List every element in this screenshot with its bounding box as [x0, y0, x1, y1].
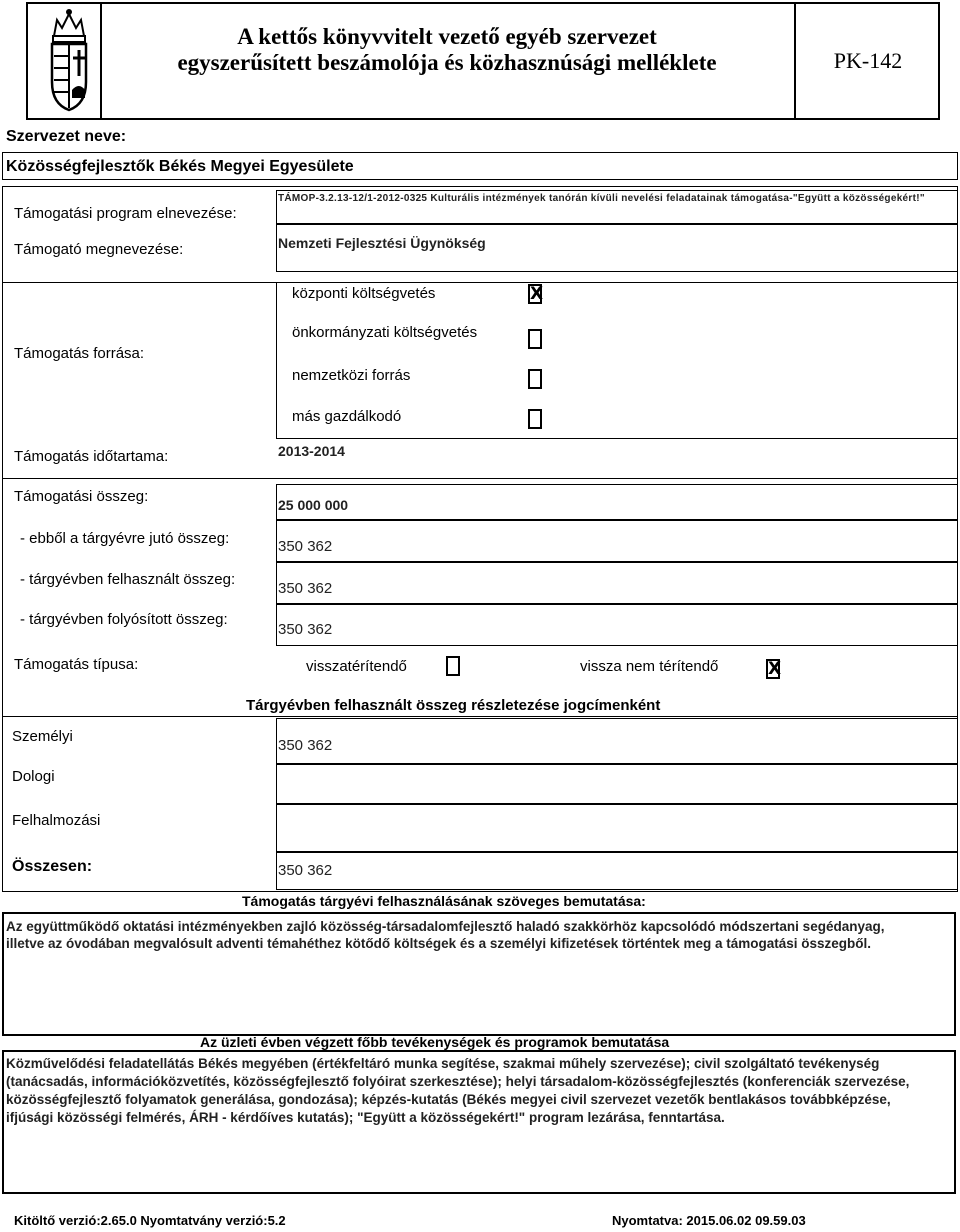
- used-field: [276, 562, 958, 604]
- duration-value: 2013-2014: [278, 443, 345, 459]
- used-value: 350 362: [278, 580, 333, 597]
- year-amount-label: - ebből a tárgyévre jutó összeg:: [20, 530, 230, 547]
- footer-version: Kitöltő verzió:2.65.0 Nyomtatvány verzió:5.2: [14, 1213, 286, 1228]
- breakdown-row-capital-label: Felhalmozási: [12, 812, 101, 829]
- coat-of-arms-logo: [48, 6, 90, 114]
- form-code: PK-142: [833, 48, 903, 73]
- breakdown-total-label: Összesen:: [12, 858, 93, 875]
- type-refundable-checkbox[interactable]: [446, 656, 460, 676]
- provider-label: Támogató megnevezése:: [14, 241, 184, 258]
- type-nonrefundable-checkbox[interactable]: X: [768, 659, 782, 679]
- activities-heading: Az üzleti évben végzett főbb tevékenységek és programok bemutatása: [200, 1034, 670, 1050]
- form-title-line1: A kettős könyvvitelt vezető egyéb szervezet: [237, 24, 657, 49]
- org-name-value: Közösségfejlesztők Békés Megyei Egyesülete: [6, 158, 354, 175]
- source-international-checkbox[interactable]: [528, 369, 542, 389]
- breakdown-row-material-label: Dologi: [12, 768, 55, 785]
- program-value: TÁMOP-3.2.13-12/1-2012-0325 Kulturális intézmények tanórán kívüli nevelési feladatainak támogatása-"Együtt a közösségekért!": [278, 193, 925, 204]
- breakdown-row-personal-label: Személyi: [12, 728, 73, 745]
- org-name-label: Szervezet neve:: [6, 128, 127, 145]
- breakdown-total-field: [276, 852, 958, 890]
- breakdown-total-value: 350 362: [278, 862, 333, 879]
- provider-value: Nemzeti Fejlesztési Ügynökség: [278, 235, 486, 251]
- footer-printed: Nyomtatva: 2015.06.02 09.59.03: [612, 1213, 806, 1228]
- usage-text-heading: Támogatás tárgyévi felhasználásának szöveges bemutatása:: [242, 893, 646, 909]
- source-central-label: központi költségvetés: [292, 285, 436, 302]
- amount-label: Támogatási összeg:: [14, 488, 149, 505]
- used-label: - tárgyévben felhasznált összeg:: [20, 571, 236, 588]
- activities-body: Közművelődési feladatellátás Békés megyében (értékfeltáró munka segítése, szakmai műhely szervezése); civil szolgáltató tevékenység (tanácsadás, információközvetítés, közösségfejlesztő folyóirat szerkesztése); helyi társadalom-közösségfejlesztés (konferenciák szervezése, közösségfejlesztő folyamatok generálása, gondozása); képzés-kutatás (Békés megyei civil szervezet vezetők bentlakásos továbbképzése, ifjúsági közösségi felmérés, ÁRH - kérdőíves kutatás); "Együtt a közösségekért!" program lezárása, fenntartása.: [6, 1056, 910, 1125]
- form-title: [100, 24, 794, 76]
- year-amount-value: 350 362: [278, 538, 333, 555]
- breakdown-row-material-field: [276, 764, 958, 804]
- type-label: Támogatás típusa:: [14, 656, 139, 673]
- year-amount-field: [276, 520, 958, 562]
- duration-label: Támogatás időtartama:: [14, 448, 169, 465]
- form-title-line2: egyszerűsített beszámolója és közhasznúsági melléklete: [177, 50, 717, 75]
- type-refundable-label: visszatérítendő: [306, 658, 407, 675]
- type-nonrefundable-label: vissza nem térítendő: [580, 658, 719, 675]
- source-municipal-checkbox[interactable]: [528, 329, 542, 349]
- source-municipal-label: önkormányzati költségvetés: [292, 324, 478, 341]
- breakdown-heading: Tárgyévben felhasznált összeg részletezése jogcímenként: [246, 697, 661, 714]
- source-central-checkbox[interactable]: X: [530, 284, 544, 304]
- breakdown-row-capital-field: [276, 804, 958, 852]
- source-international-label: nemzetközi forrás: [292, 367, 411, 384]
- breakdown-row-personal-value: 350 362: [278, 737, 333, 754]
- amount-field: [276, 484, 958, 520]
- disbursed-field: [276, 604, 958, 646]
- program-label: Támogatási program elnevezése:: [14, 205, 237, 222]
- disbursed-value: 350 362: [278, 621, 333, 638]
- source-other-label: más gazdálkodó: [292, 408, 402, 425]
- amount-value: 25 000 000: [278, 497, 349, 513]
- disbursed-label: - tárgyévben folyósított összeg:: [20, 611, 228, 628]
- source-other-checkbox[interactable]: [528, 409, 542, 429]
- usage-text-body: Az együttműködő oktatási intézményekben zajló közösség-társadalomfejlesztő haladó szakkörhöz kapcsolódó módszertani segédanyag, illetve az óvodában megvalósult adventi témahéthez kötődő költségek és a személyi kifizetések történtek meg a támogatási összegből.: [6, 919, 885, 951]
- source-label: Támogatás forrása:: [14, 345, 145, 362]
- breakdown-row-personal-field: [276, 718, 958, 764]
